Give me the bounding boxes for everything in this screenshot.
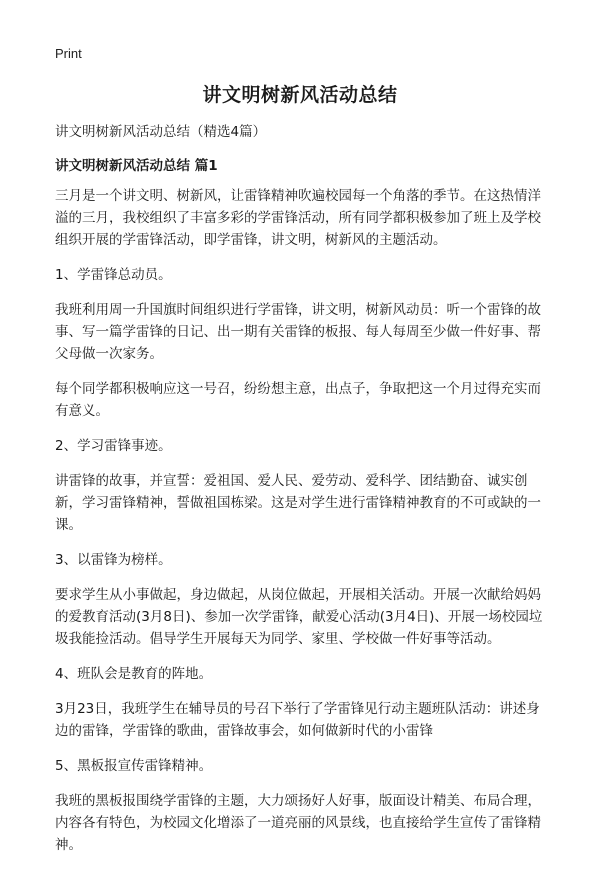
section-title: 讲文明树新风活动总结 篇1 bbox=[55, 158, 218, 174]
paragraph-item-5: 我班的黑板报围绕学雷锋的主题，大力颂扬好人好事，版面设计精美、布局合理，内容各有特色，为校园文化增添了一道亮丽的风景线，也直接给学生宣传了雷锋精神。 bbox=[55, 793, 541, 853]
paragraph-item-4: 3月23日，我班学生在辅导员的号召下举行了学雷锋见行动主题班队活动：讲述身边的雷锋，学雷锋的歌曲，雷锋故事会，如何做新时代的小雷锋 bbox=[55, 701, 540, 739]
heading-item-2: 2、学习雷锋事迹。 bbox=[55, 438, 172, 454]
heading-item-4: 4、班队会是教育的阵地。 bbox=[55, 666, 213, 682]
print-link[interactable]: Print bbox=[55, 46, 82, 61]
paragraph-intro: 三月是一个讲文明、树新风，让雷锋精神吹遍校园每一个角落的季节。在这热情洋溢的三月，我校组织了丰富多彩的学雷锋活动，所有同学都积极参加了班上及学校组织开展的学雷锋活动，即学雷锋，讲文明，树新风的主题活动。 bbox=[55, 188, 541, 248]
paragraph-item-2: 讲雷锋的故事，并宣誓：爱祖国、爱人民、爱劳动、爱科学、团结勤奋、诚实创新，学习雷锋精神，誓做祖国栋梁。这是对学生进行雷锋精神教育的不可或缺的一课。 bbox=[55, 473, 541, 533]
paragraph-item-1b: 每个同学都积极响应这一号召，纷纷想主意，出点子，争取把这一个月过得充实而有意义。 bbox=[55, 381, 541, 419]
page-title: 讲文明树新风活动总结 bbox=[202, 84, 398, 106]
paragraph-item-1: 我班利用周一升国旗时间组织进行学雷锋，讲文明，树新风动员：听一个雷锋的故事、写一篇学雷锋的日记、出一期有关雷锋的板报、每人每周至少做一件好事、帮父母做一次家务。 bbox=[55, 302, 541, 362]
heading-item-1: 1、学雷锋总动员。 bbox=[55, 267, 172, 283]
document-subtitle: 讲文明树新风活动总结（精选4篇） bbox=[55, 124, 267, 140]
document-body bbox=[55, 121, 553, 869]
heading-item-5: 5、黑板报宣传雷锋精神。 bbox=[55, 758, 213, 774]
paragraph-item-3: 要求学生从小事做起，身边做起，从岗位做起，开展相关活动。开展一次献给妈妈的爱教育活动(3月8日)、参加一次学雷锋，献爱心活动(3月4日)、开展一场校园垃圾我能捡活动。倡导学生开展每天为同学、家里、学校做一件好事等活动。 bbox=[55, 587, 543, 647]
heading-item-3: 3、以雷锋为榜样。 bbox=[55, 552, 172, 568]
